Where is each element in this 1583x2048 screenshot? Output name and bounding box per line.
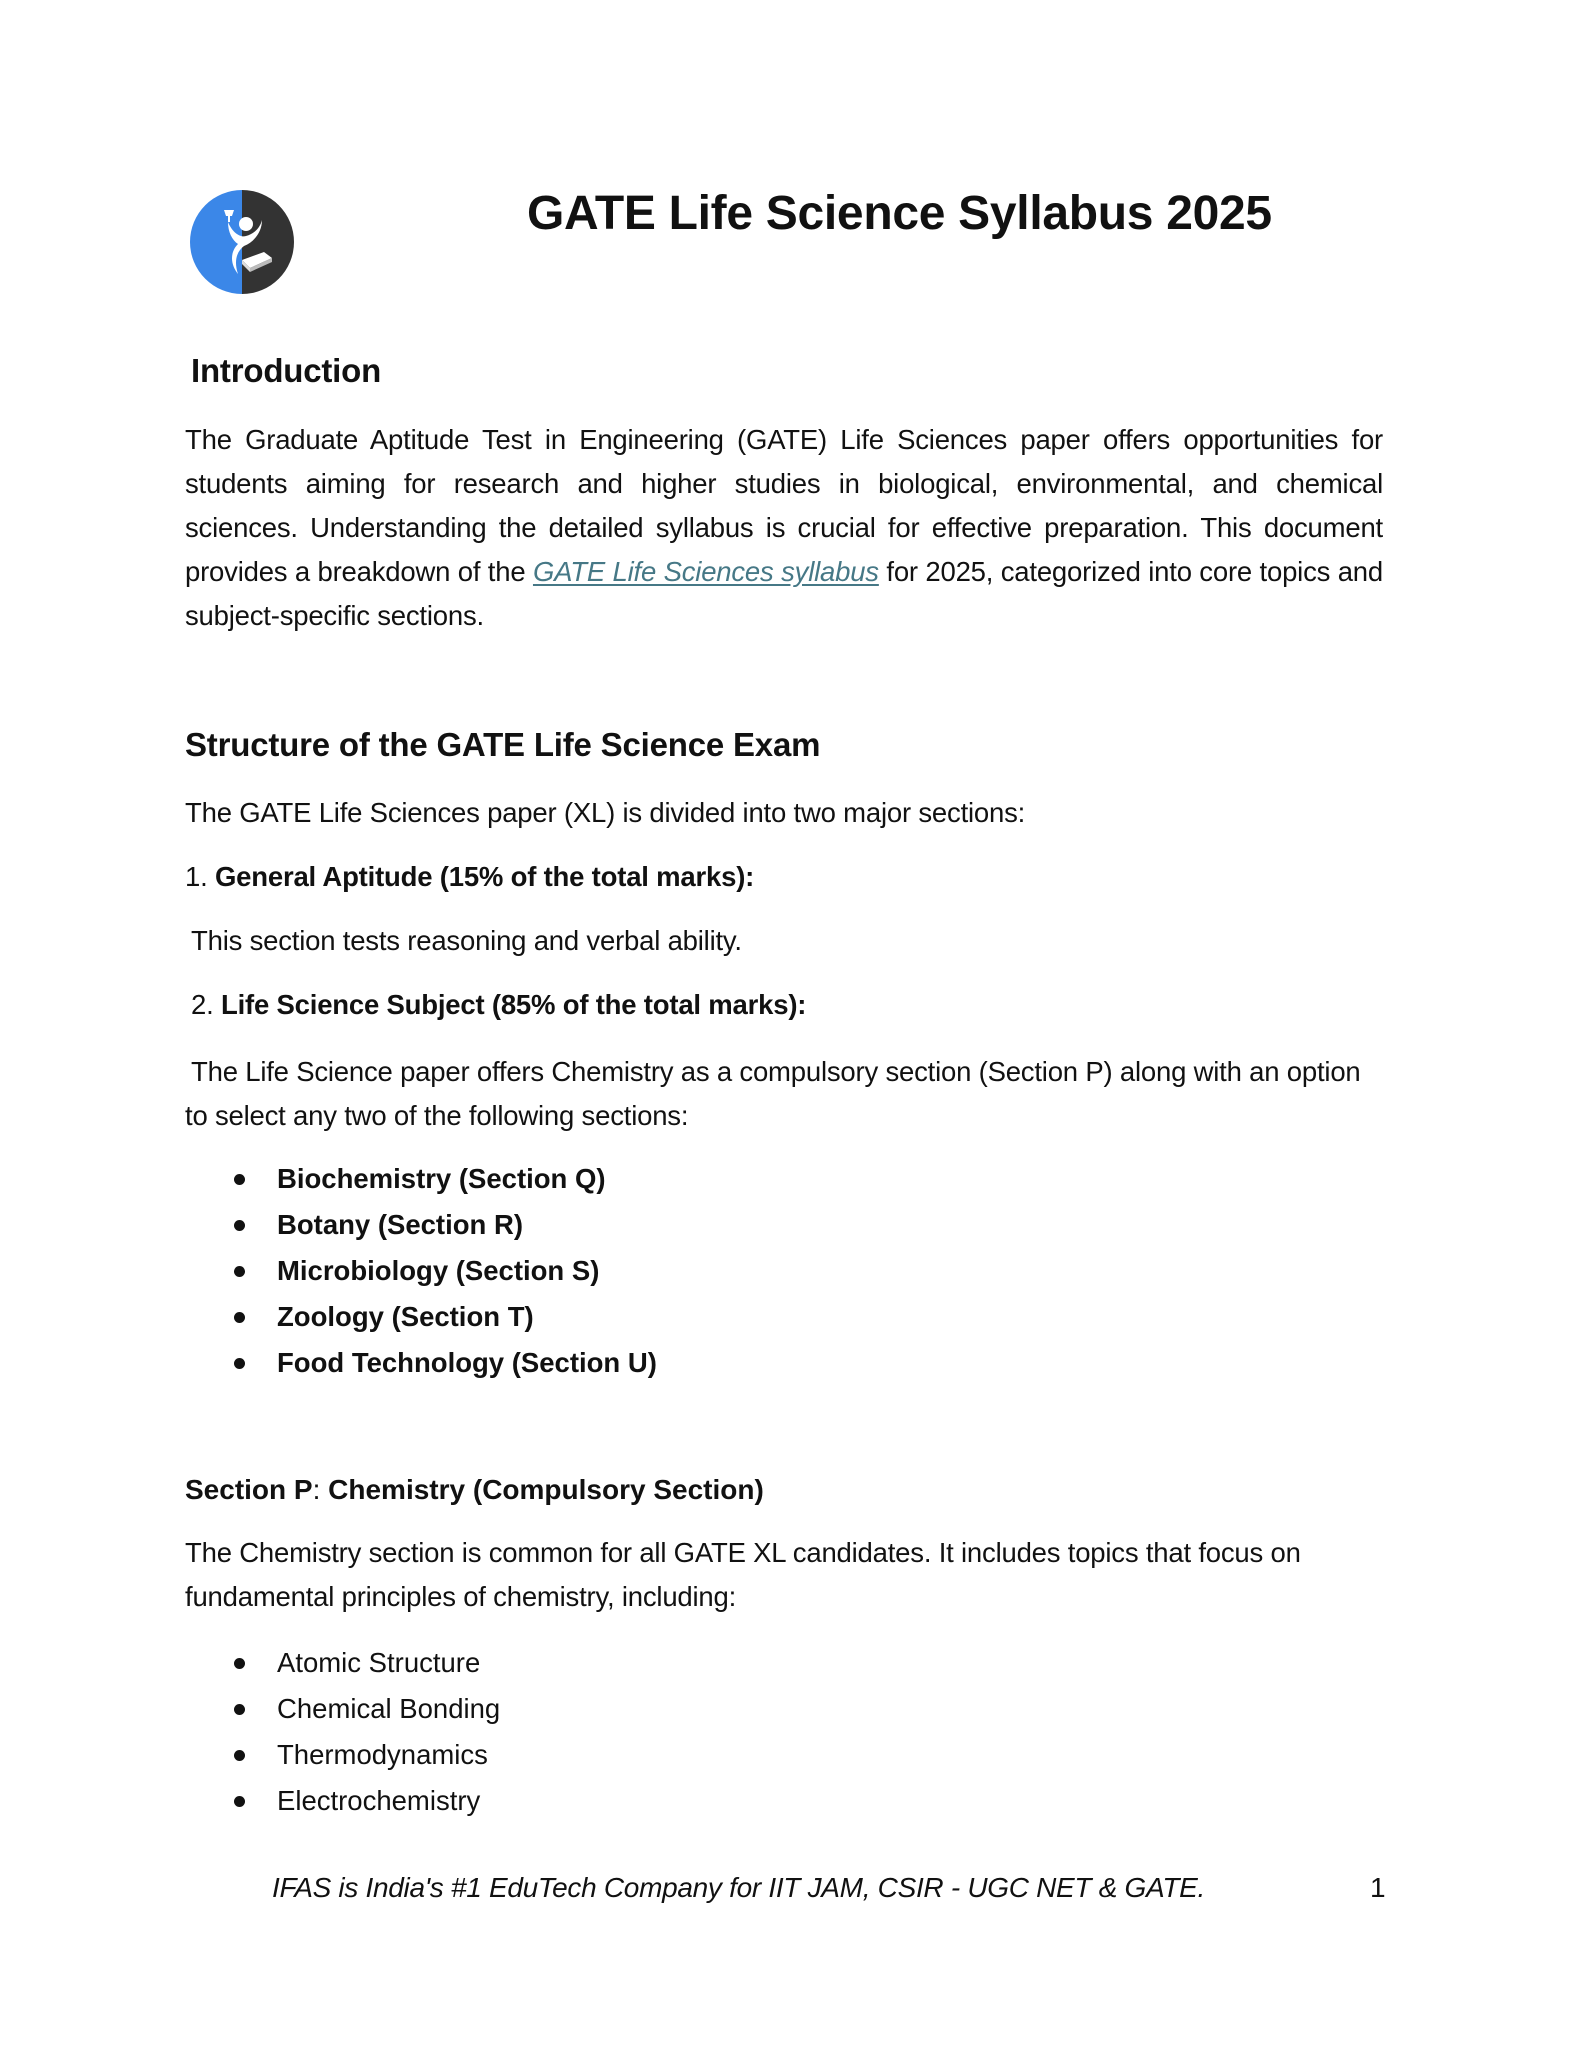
section-p-title: Chemistry (Compulsory Section)	[328, 1474, 764, 1505]
bullet-icon	[234, 1312, 245, 1323]
list-item	[185, 1340, 657, 1386]
bullet-icon	[234, 1796, 245, 1807]
heading-colon: :	[312, 1474, 329, 1505]
bullet-icon	[234, 1266, 245, 1277]
introduction-paragraph	[185, 418, 1383, 638]
life-science-subject-label: Life Science Subject (85% of the total marks):	[220, 989, 807, 1020]
list-item	[185, 1686, 500, 1732]
structure-heading: Structure of the GATE Life Science Exam	[185, 726, 821, 763]
bullet-icon	[234, 1358, 245, 1369]
page-title: GATE Life Science Syllabus 2025	[527, 187, 1272, 240]
list-item	[185, 1156, 657, 1202]
section-biochemistry: Biochemistry (Section Q)	[277, 1163, 606, 1194]
life-science-subject-item	[191, 989, 806, 1021]
list-item	[185, 1640, 500, 1686]
list-item	[185, 1732, 500, 1778]
introduction-heading: Introduction	[191, 352, 382, 389]
general-aptitude-item	[185, 861, 754, 893]
bullet-icon	[234, 1704, 245, 1715]
chemistry-topics-list	[185, 1640, 500, 1824]
topic-electrochemistry: Electrochemistry	[277, 1785, 481, 1816]
life-science-subject-description: The Life Science paper offers Chemistry as a compulsory section (Section P) along with an option to select any two of the following sections:	[185, 1056, 1361, 1131]
section-p-heading	[185, 1474, 764, 1506]
page-number: 1	[1370, 1872, 1386, 1903]
general-aptitude-description: This section tests reasoning and verbal ability.	[191, 925, 742, 956]
bullet-icon	[234, 1658, 245, 1669]
topic-chemical-bonding: Chemical Bonding	[277, 1693, 501, 1724]
list-item	[185, 1202, 657, 1248]
list-item	[185, 1294, 657, 1340]
introduction-text: The Graduate Aptitude Test in Engineering (GATE) Life Sciences paper offers opportunities for students aiming for research and higher studies in biological, environmental, and chemical sciences. Understanding the detailed syllabus is crucial for effective preparation. This document provides a breakdown of the	[185, 424, 1383, 587]
list-item	[185, 1778, 500, 1824]
topic-thermodynamics: Thermodynamics	[277, 1739, 488, 1770]
list-item	[185, 1248, 657, 1294]
general-aptitude-label: General Aptitude (15% of the total marks):	[214, 861, 755, 892]
structure-intro: The GATE Life Sciences paper (XL) is divided into two major sections:	[185, 797, 1026, 828]
ifas-logo-icon	[190, 190, 294, 294]
section-zoology: Zoology (Section T)	[277, 1301, 534, 1332]
topic-atomic-structure: Atomic Structure	[277, 1647, 481, 1678]
bullet-icon	[234, 1750, 245, 1761]
footer-tagline: IFAS is India's #1 EduTech Company for IIT JAM, CSIR - UGC NET & GATE.	[272, 1872, 1205, 1903]
section-p-description: The Chemistry section is common for all GATE XL candidates. It includes topics that focus on fundamental principles of chemistry, including:	[185, 1537, 1301, 1612]
optional-sections-list	[185, 1156, 657, 1386]
introduction-text-end: for 2025, categorized into core topics and subject-specific sections.	[185, 556, 1383, 631]
section-p-label: Section P	[185, 1474, 313, 1505]
gate-syllabus-link[interactable]: GATE Life Sciences syllabus	[532, 556, 879, 587]
section-botany: Botany (Section R)	[277, 1209, 523, 1240]
item-number: 1.	[185, 861, 215, 892]
bullet-icon	[234, 1220, 245, 1231]
item-number: 2.	[191, 989, 221, 1020]
section-food-technology: Food Technology (Section U)	[277, 1347, 657, 1378]
section-microbiology: Microbiology (Section S)	[277, 1255, 600, 1286]
bullet-icon	[234, 1174, 245, 1185]
